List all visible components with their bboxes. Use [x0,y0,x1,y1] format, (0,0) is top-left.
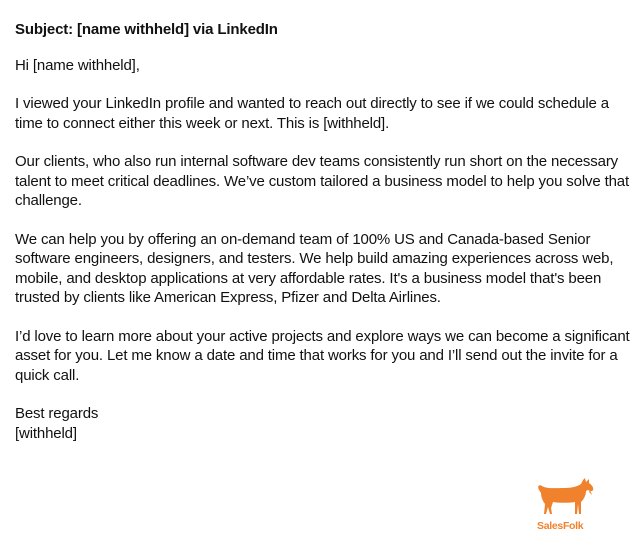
email-closing: Best regards [15,405,99,422]
goat-icon [535,476,597,522]
email-paragraph-3: We can help you by offering an on-demand team of 100% US and Canada-based Senior software engineers, designers, and testers. We help build amazing experiences across web, mobile, and desktop applications at very affordable rates. It's a business model that's been trusted by clients like American Express, Pfizer and Delta Airlines. [15,230,614,306]
email-paragraph-1: I viewed your LinkedIn profile and wanted to reach out directly to see if we could schedule a time to connect either this week or next. This is [withheld]. [15,95,609,132]
salesfolk-logo [535,476,599,536]
email-greeting: Hi [name withheld], [15,56,140,74]
logo-text: SalesFolk [537,520,584,532]
email-paragraph-2: Our clients, who also run internal software dev teams consistently run short on the necessary talent to meet critical deadlines. We’ve custom tailored a business model to help you solve that challenge. [15,153,629,209]
email-paragraph-4: I’d love to learn more about your active projects and explore ways we can become a significant asset for you. Let me know a date and time that works for you and I’ll send out the invite for a quick call. [15,327,630,384]
email-subject: Subject: [name withheld] via LinkedIn [15,21,278,38]
email-body [15,14,635,443]
email-signature: [withheld] [15,424,77,442]
